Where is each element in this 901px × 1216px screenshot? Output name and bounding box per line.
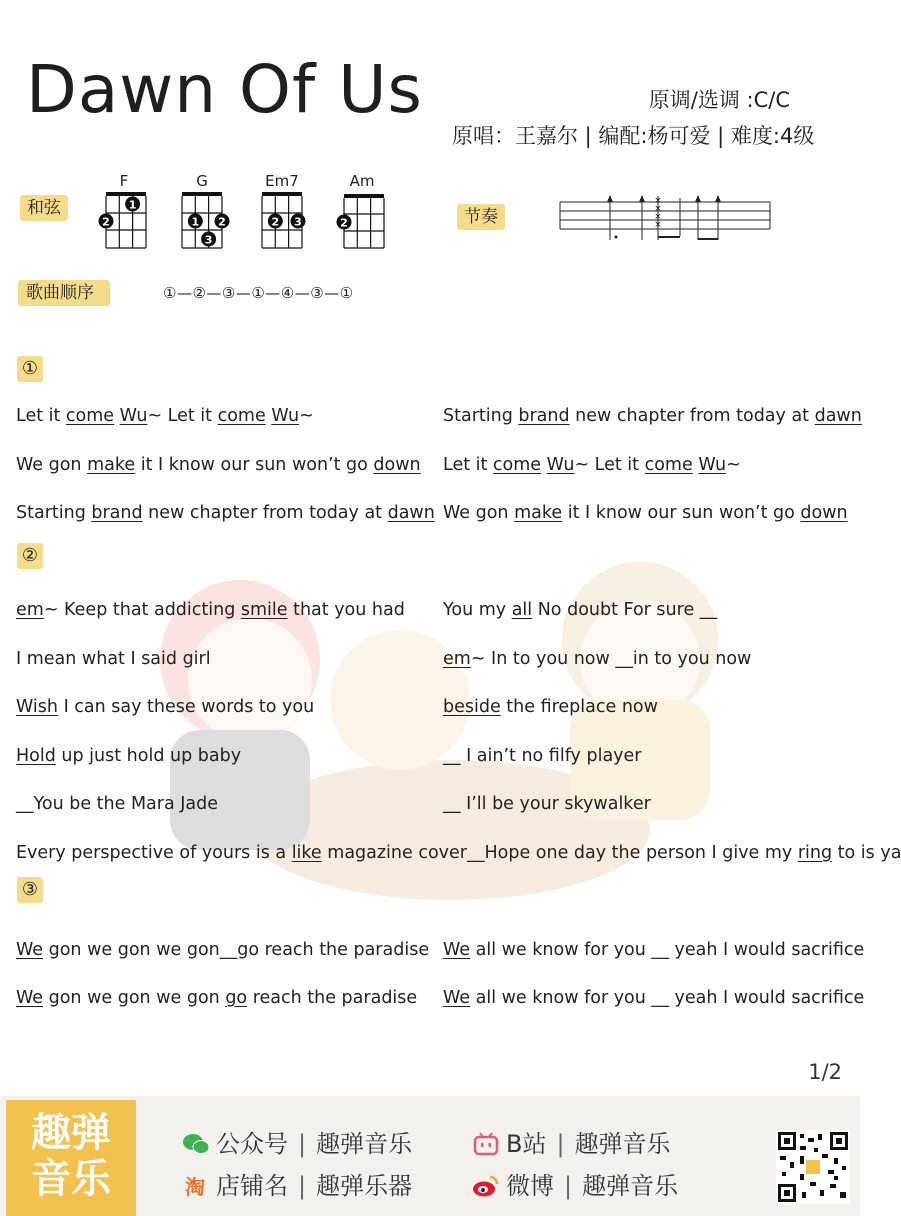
lyric-line: [443, 404, 862, 428]
lyric-line: [16, 744, 241, 768]
chord-word: make: [87, 455, 136, 475]
chord-word: like: [291, 843, 322, 863]
chord-word: brand: [91, 503, 143, 523]
credits-info: 原唱：王嘉尔 | 编配:杨可爱 | 难度:4级: [452, 124, 815, 148]
lyric-text: reach the paradise: [247, 988, 418, 1008]
lyric-text: We gon: [443, 503, 515, 523]
lyric-line: [443, 647, 751, 671]
lyric-text: We gon: [16, 455, 88, 475]
chord-word: dawn: [814, 406, 862, 426]
chord-word: Wish: [16, 697, 58, 717]
lyric-line: [16, 986, 417, 1010]
svg-text:3: 3: [204, 233, 213, 247]
chord-word: come: [492, 455, 542, 475]
key-info: 原调/选调 :C/C: [648, 88, 790, 112]
chord-word: Wu: [271, 406, 300, 426]
svg-text:×: ×: [654, 196, 662, 206]
chord-word: Wu: [119, 406, 148, 426]
chord-word: We: [443, 988, 471, 1008]
lyric-line: [443, 744, 641, 768]
footer-value: 趣弹音乐: [574, 1130, 671, 1158]
footer-label: 微博: [506, 1172, 554, 1200]
lyric-text: gon we gon we gon: [43, 988, 226, 1008]
lyric-text: ~: [726, 455, 741, 475]
chord-word: come: [65, 406, 115, 426]
footer-item-taobao: 淘 店铺名 | 趣弹乐器: [182, 1166, 412, 1201]
footer-value: 趣弹音乐: [316, 1130, 413, 1158]
lyric-text: all we know for you __ yeah I would sacrifice: [470, 940, 865, 960]
chord-name: Am: [349, 172, 375, 190]
svg-text:2: 2: [218, 215, 226, 229]
svg-text:3: 3: [294, 215, 302, 229]
chord-word: make: [514, 503, 563, 523]
svg-text:2: 2: [102, 215, 110, 229]
lyric-line: [443, 453, 741, 477]
svg-text:2: 2: [340, 216, 348, 230]
lyric-line: [443, 792, 651, 816]
taobao-icon: [182, 1174, 210, 1198]
chord-word: ring: [797, 843, 833, 863]
lyric-text: gon we gon we gon__go reach the paradise: [43, 940, 430, 960]
song-order-label: 歌曲顺序: [18, 280, 110, 306]
chord-grid: [258, 190, 306, 250]
watermark-illustration: [130, 530, 770, 930]
qr-code: [776, 1130, 850, 1204]
lyric-text: Starting: [16, 503, 92, 523]
chord-word: brand: [518, 406, 570, 426]
lyric-text: ~ Let it: [574, 455, 645, 475]
chord-word: dawn: [387, 503, 435, 523]
chord-diagram-f: [100, 172, 148, 250]
lyric-text: it I know our sun won’t go: [135, 455, 374, 475]
lyric-line: [16, 647, 211, 671]
chord-word: come: [644, 455, 693, 475]
lyric-text: You my: [443, 600, 512, 620]
lyric-line: [16, 598, 405, 622]
lyric-text: ~: [299, 406, 314, 426]
lyric-text: __You be the Mara Jade: [16, 794, 219, 814]
lyric-text: that you had: [287, 600, 405, 620]
brand-line-1: 趣弹: [31, 1110, 111, 1156]
chord-word: down: [800, 503, 848, 523]
svg-text:淘: 淘: [185, 1175, 205, 1199]
chord-name: Em7: [265, 172, 299, 190]
footer-label: 店铺名: [216, 1172, 288, 1200]
chord-word: We: [16, 940, 44, 960]
chord-word: go: [225, 988, 248, 1008]
lyric-line: [16, 792, 218, 816]
svg-text:×: ×: [654, 220, 662, 230]
footer-item-weibo: 微博 | 趣弹音乐: [472, 1166, 678, 1201]
svg-text:×: ×: [654, 204, 662, 214]
lyric-text: __ I ain’t no filfy player: [443, 746, 642, 766]
section-marker: ①: [17, 356, 43, 382]
lyric-line: [16, 938, 429, 962]
footer-item-wechat: 公众号 | 趣弹音乐: [182, 1124, 412, 1159]
lyric-text: the fireplace now: [500, 697, 658, 717]
chord-grid: [338, 190, 386, 250]
chord-word: all: [511, 600, 533, 620]
lyric-text: I can say these words to you: [58, 697, 315, 717]
footer-label: B站: [506, 1130, 547, 1158]
lyric-line: [443, 695, 658, 719]
lyric-text: ~ Keep that addicting: [43, 600, 241, 620]
svg-text:1: 1: [191, 215, 200, 229]
svg-text:2: 2: [271, 215, 280, 229]
lyric-line: [16, 453, 421, 477]
lyric-line: [443, 938, 864, 962]
lyric-line: [16, 695, 314, 719]
chord-word: We: [16, 988, 44, 1008]
lyric-line: [443, 986, 864, 1010]
chord-word: em: [16, 600, 44, 620]
lyric-line: [16, 501, 435, 525]
chord-word: em: [443, 649, 471, 669]
section-marker: ③: [17, 877, 43, 903]
lyric-text: Starting: [443, 406, 519, 426]
chord-word: We: [443, 940, 471, 960]
lyric-text: I mean what I said girl: [16, 649, 211, 669]
chord-grid: [178, 190, 226, 250]
lyric-line: [443, 598, 717, 622]
song-title: Dawn Of Us: [26, 51, 423, 128]
chord-diagram-em7: [258, 172, 306, 250]
lyric-text: it I know our sun won’t go: [562, 503, 801, 523]
lyric-line: [443, 501, 848, 525]
chord-word: come: [217, 406, 266, 426]
chord-word: smile: [240, 600, 288, 620]
chord-name: F: [119, 172, 129, 190]
lyric-text: ~ In to you now __in to you now: [470, 649, 752, 669]
page-number: 1/2: [808, 1060, 842, 1084]
lyric-text: new chapter from today at: [569, 406, 815, 426]
chord-diagram-g: [178, 172, 226, 250]
lyric-text: to is ya: [832, 843, 901, 863]
footer-value: 趣弹乐器: [316, 1172, 413, 1200]
song-order-sequence: ①—②—③—①—④—③—①: [163, 284, 354, 302]
footer-value: 趣弹音乐: [582, 1172, 679, 1200]
chord-word: Wu: [698, 455, 727, 475]
lyric-text: Let it: [16, 406, 66, 426]
lyric-text: No doubt For sure __: [532, 600, 718, 620]
chord-word: Wu: [546, 455, 575, 475]
brand-logo: [6, 1100, 136, 1216]
lyric-text: new chapter from today at: [142, 503, 388, 523]
lyric-text: Every perspective of yours is a: [16, 843, 292, 863]
lyric-line: [16, 841, 901, 865]
lyric-text: up just hold up baby: [55, 746, 242, 766]
lyric-text: Let it: [443, 455, 493, 475]
chord-word: Hold: [16, 746, 56, 766]
svg-text:1: 1: [128, 198, 137, 212]
lyric-text: __ I’ll be your skywalker: [443, 794, 651, 814]
chord-grid: [100, 190, 148, 250]
rhythm-notation: [558, 192, 772, 244]
lyric-text: all we know for you __ yeah I would sacrifice: [470, 988, 865, 1008]
weibo-icon: [472, 1174, 500, 1198]
lyric-text: ~ Let it: [147, 406, 218, 426]
section-marker: ②: [17, 543, 43, 569]
brand-line-2: 音乐: [31, 1156, 111, 1202]
chord-word: beside: [443, 697, 501, 717]
chords-label: 和弦: [20, 195, 68, 221]
footer-item-bilibili: B站 | 趣弹音乐: [472, 1124, 671, 1159]
lyric-text: magazine cover__Hope one day the person I give my: [321, 843, 798, 863]
wechat-icon: [182, 1132, 210, 1156]
chord-name: G: [196, 172, 208, 190]
rhythm-label: 节奏: [457, 204, 505, 230]
svg-text:×: ×: [654, 212, 662, 222]
chord-diagram-am: [338, 172, 386, 250]
bilibili-icon: [472, 1132, 500, 1156]
footer-label: 公众号: [216, 1130, 288, 1158]
lyric-line: [16, 404, 314, 428]
chord-word: down: [373, 455, 421, 475]
